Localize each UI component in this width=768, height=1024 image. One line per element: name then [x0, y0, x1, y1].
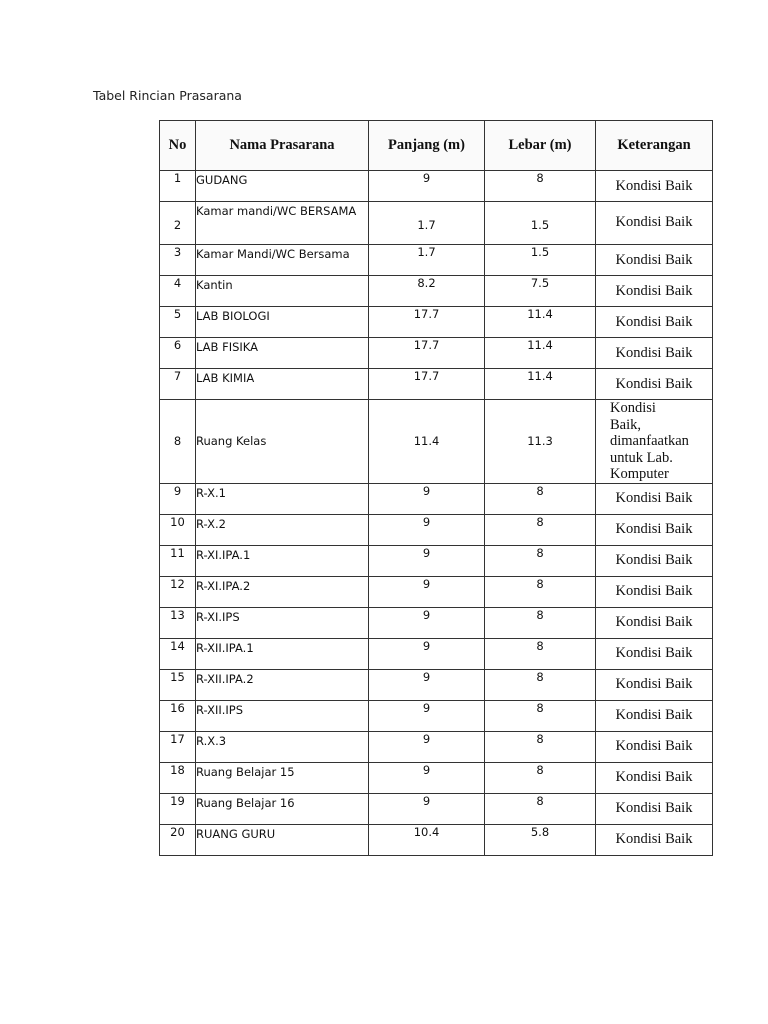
cell-length: 9: [369, 669, 485, 700]
header-name: Nama Prasarana: [196, 121, 369, 171]
cell-note: Kondisi Baik: [596, 793, 713, 824]
cell-width: 8: [485, 700, 596, 731]
cell-no: 11: [160, 545, 196, 576]
cell-name: LAB FISIKA: [196, 338, 369, 369]
cell-width: 8: [485, 483, 596, 514]
header-length: Panjang (m): [369, 121, 485, 171]
table-header: [160, 121, 713, 171]
cell-width: 7.5: [485, 276, 596, 307]
cell-length: 9: [369, 514, 485, 545]
cell-no: 5: [160, 307, 196, 338]
cell-width: 8: [485, 793, 596, 824]
cell-note: Kondisi Baik: [596, 638, 713, 669]
table-row: [160, 338, 713, 369]
table-row: [160, 607, 713, 638]
cell-width: 8: [485, 514, 596, 545]
document-title: Tabel Rincian Prasarana: [93, 88, 242, 103]
cell-no: 1: [160, 171, 196, 202]
cell-length: 9: [369, 576, 485, 607]
cell-name: Kamar mandi/WC BERSAMA: [196, 202, 369, 245]
cell-note: Kondisi Baik: [596, 607, 713, 638]
cell-width: 8: [485, 171, 596, 202]
cell-no: 8: [160, 400, 196, 484]
cell-note: Kondisi Baik: [596, 202, 713, 245]
cell-name: R-X.1: [196, 483, 369, 514]
cell-note: Kondisi Baik: [596, 338, 713, 369]
cell-no: 18: [160, 762, 196, 793]
table-row: [160, 369, 713, 400]
table-row: [160, 202, 713, 245]
table-row: [160, 731, 713, 762]
cell-length: 1.7: [369, 202, 485, 245]
cell-length: 9: [369, 731, 485, 762]
table-row: [160, 514, 713, 545]
cell-no: 4: [160, 276, 196, 307]
table-row: [160, 483, 713, 514]
cell-no: 15: [160, 669, 196, 700]
table-row: [160, 669, 713, 700]
cell-name: R-X.2: [196, 514, 369, 545]
prasarana-table: [159, 120, 713, 856]
cell-name: R-XI.IPA.1: [196, 545, 369, 576]
cell-no: 9: [160, 483, 196, 514]
cell-no: 13: [160, 607, 196, 638]
cell-no: 12: [160, 576, 196, 607]
table-row: [160, 276, 713, 307]
table-row: [160, 700, 713, 731]
cell-length: 9: [369, 545, 485, 576]
cell-length: 17.7: [369, 338, 485, 369]
cell-no: 3: [160, 245, 196, 276]
cell-note: Kondisi Baik: [596, 700, 713, 731]
header-width: Lebar (m): [485, 121, 596, 171]
header-row: [160, 121, 713, 171]
cell-name: R-XII.IPA.1: [196, 638, 369, 669]
cell-name: R-XI.IPA.2: [196, 576, 369, 607]
cell-width: 8: [485, 607, 596, 638]
cell-no: 7: [160, 369, 196, 400]
cell-width: 5.8: [485, 824, 596, 855]
cell-note: Kondisi Baik: [596, 514, 713, 545]
cell-note: Kondisi Baik, dimanfaatkan untuk Lab. Komputer: [596, 400, 713, 484]
cell-no: 2: [160, 202, 196, 245]
cell-width: 8: [485, 638, 596, 669]
table-row: [160, 638, 713, 669]
cell-note: Kondisi Baik: [596, 824, 713, 855]
cell-width: 8: [485, 669, 596, 700]
table-row: [160, 307, 713, 338]
cell-width: 11.4: [485, 338, 596, 369]
cell-width: 11.4: [485, 307, 596, 338]
cell-length: 9: [369, 762, 485, 793]
cell-length: 17.7: [369, 369, 485, 400]
cell-no: 14: [160, 638, 196, 669]
table-row: [160, 576, 713, 607]
cell-length: 1.7: [369, 245, 485, 276]
cell-note: Kondisi Baik: [596, 576, 713, 607]
cell-no: 20: [160, 824, 196, 855]
table-row: [160, 545, 713, 576]
cell-width: 8: [485, 762, 596, 793]
cell-width: 8: [485, 545, 596, 576]
cell-name: R-XII.IPS: [196, 700, 369, 731]
table-row: [160, 171, 713, 202]
cell-name: LAB BIOLOGI: [196, 307, 369, 338]
cell-length: 9: [369, 607, 485, 638]
cell-no: 10: [160, 514, 196, 545]
cell-width: 1.5: [485, 245, 596, 276]
cell-name: RUANG GURU: [196, 824, 369, 855]
cell-length: 17.7: [369, 307, 485, 338]
table-row: [160, 762, 713, 793]
cell-note: Kondisi Baik: [596, 669, 713, 700]
cell-width: 8: [485, 731, 596, 762]
cell-no: 17: [160, 731, 196, 762]
cell-length: 9: [369, 793, 485, 824]
cell-note: Kondisi Baik: [596, 545, 713, 576]
cell-length: 11.4: [369, 400, 485, 484]
cell-length: 10.4: [369, 824, 485, 855]
cell-length: 9: [369, 483, 485, 514]
header-no: No: [160, 121, 196, 171]
table-row: [160, 824, 713, 855]
header-note: Keterangan: [596, 121, 713, 171]
cell-no: 6: [160, 338, 196, 369]
cell-length: 9: [369, 700, 485, 731]
cell-note: Kondisi Baik: [596, 171, 713, 202]
cell-name: R-XII.IPA.2: [196, 669, 369, 700]
cell-no: 16: [160, 700, 196, 731]
cell-name: GUDANG: [196, 171, 369, 202]
cell-length: 9: [369, 638, 485, 669]
cell-no: 19: [160, 793, 196, 824]
cell-note: Kondisi Baik: [596, 483, 713, 514]
cell-length: 9: [369, 171, 485, 202]
table-body: [160, 171, 713, 856]
cell-note: Kondisi Baik: [596, 245, 713, 276]
cell-width: 11.4: [485, 369, 596, 400]
table-row: [160, 245, 713, 276]
cell-note: Kondisi Baik: [596, 307, 713, 338]
cell-name: LAB KIMIA: [196, 369, 369, 400]
cell-width: 11.3: [485, 400, 596, 484]
cell-note: Kondisi Baik: [596, 762, 713, 793]
cell-width: 1.5: [485, 202, 596, 245]
cell-name: Ruang Belajar 15: [196, 762, 369, 793]
cell-name: Kamar Mandi/WC Bersama: [196, 245, 369, 276]
cell-width: 8: [485, 576, 596, 607]
cell-note: Kondisi Baik: [596, 731, 713, 762]
cell-name: R.X.3: [196, 731, 369, 762]
table-row: [160, 793, 713, 824]
cell-note: Kondisi Baik: [596, 276, 713, 307]
cell-name: Ruang Kelas: [196, 400, 369, 484]
cell-note: Kondisi Baik: [596, 369, 713, 400]
cell-name: Kantin: [196, 276, 369, 307]
cell-name: R-XI.IPS: [196, 607, 369, 638]
table-row: [160, 400, 713, 484]
cell-name: Ruang Belajar 16: [196, 793, 369, 824]
cell-length: 8.2: [369, 276, 485, 307]
